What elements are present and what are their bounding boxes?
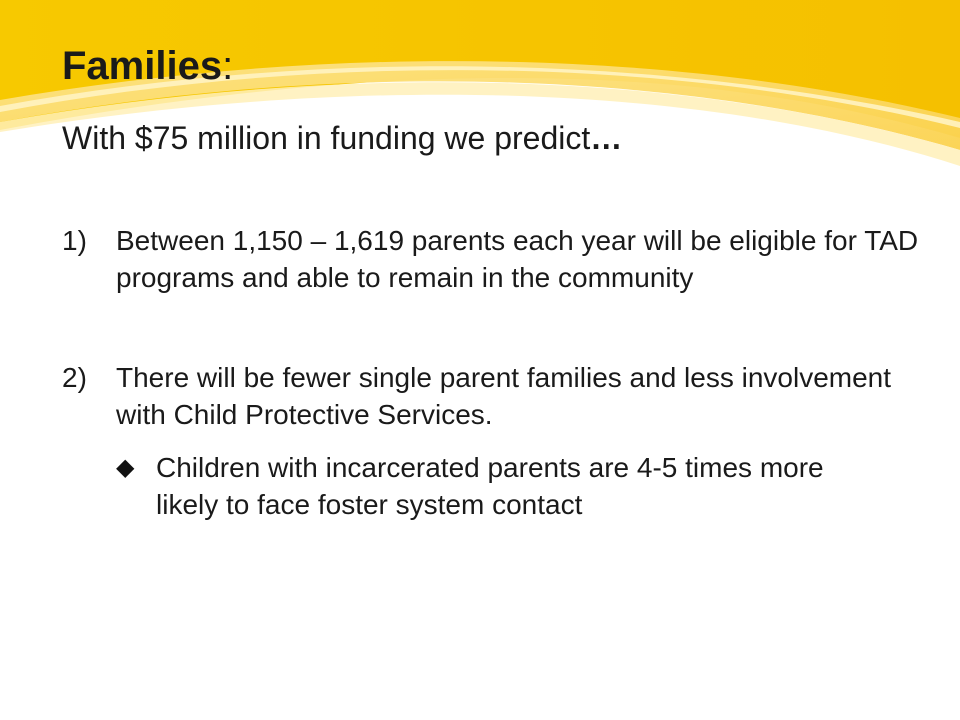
slide-subtitle [62,118,622,158]
diamond-bullet-icon: ◆ [116,454,135,481]
list-item-1 [62,222,922,296]
title-text: Families [62,44,223,88]
list-item-number: 1) [62,225,87,256]
title-colon: : [222,44,234,88]
list-item-number: 2) [62,362,87,393]
subtitle-ellipsis: … [590,120,623,156]
subtitle-text: With $75 million in funding we predict [62,120,591,156]
slide-title [62,42,233,90]
numbered-list [62,222,922,523]
list-item-text: Between 1,150 – 1,619 parents each year will be eligible for TAD programs and able to remain in the community [116,225,919,293]
sub-bullet-item [116,449,856,523]
list-item-text: There will be fewer single parent families and less involvement with Child Protective Services. [116,362,892,430]
sub-bullet-text: Children with incarcerated parents are 4-5 times more likely to face foster system contact [156,452,824,520]
list-item-2 [62,359,922,523]
